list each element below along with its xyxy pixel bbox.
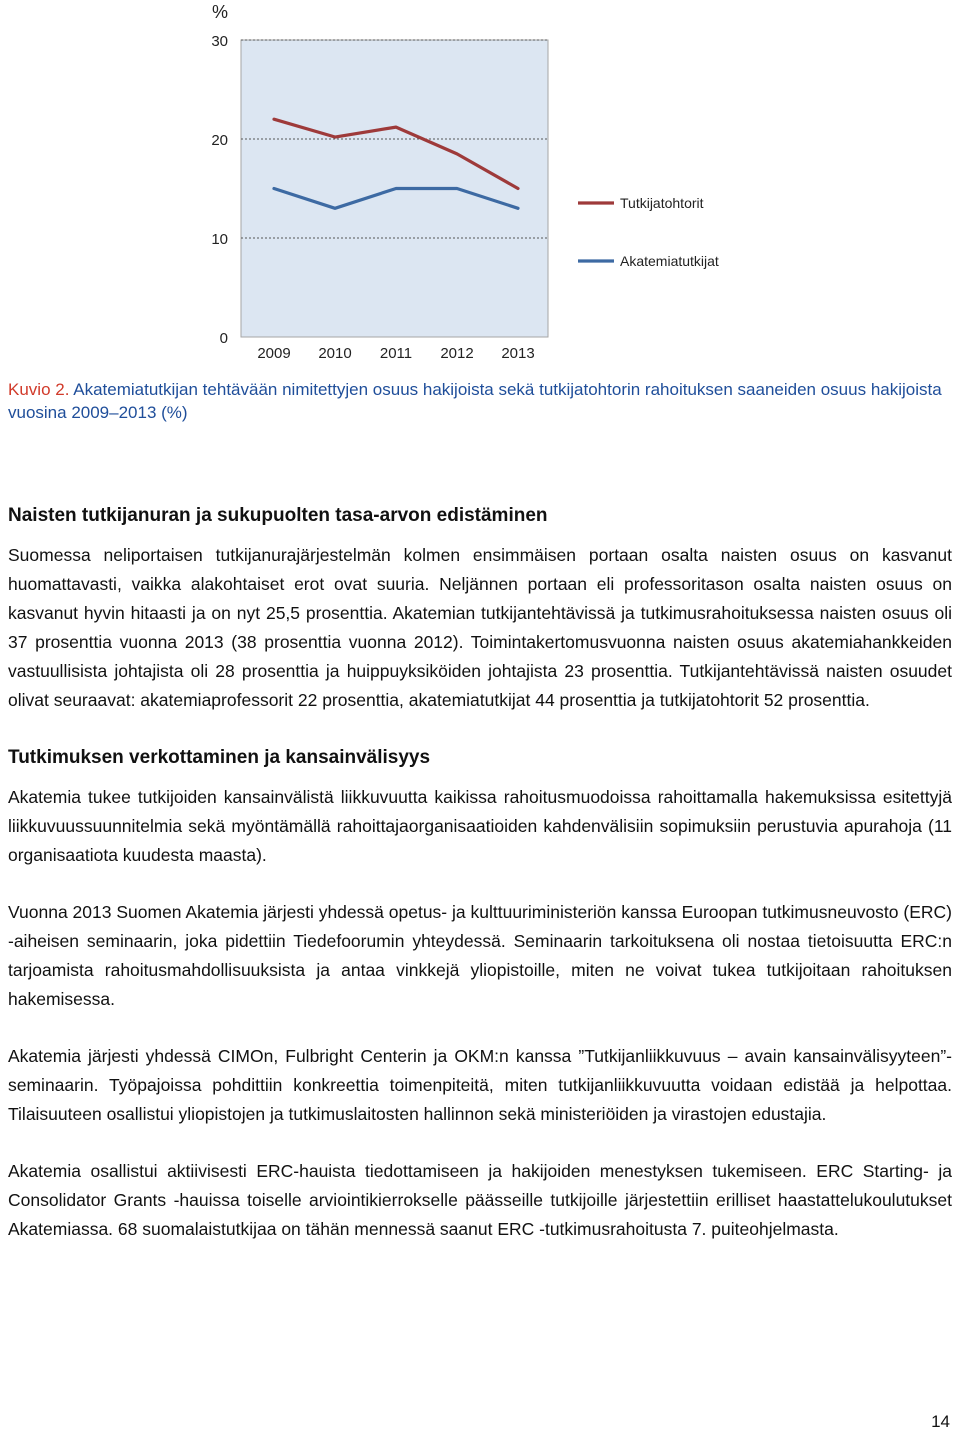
y-tick-label: 30: [211, 33, 228, 50]
legend-label: Tutkijatohtorit: [620, 195, 704, 211]
page-number: 14: [931, 1412, 950, 1431]
caption-label: Kuvio 2.: [8, 380, 70, 399]
paragraph: Suomessa neliportaisen tutkijanurajärjestelmän kolmen ensimmäisen portaan osalta naisten osuus on kasvanut huomattavasti, vaikka alakohtaiset erot ovat suuria. Neljännen portaan eli professoritason osalta naisten osuus on kasvanut hyvin hitaasti ja on nyt 25,5 prosenttia. Akatemian tutkijantehtävissä ja tutkimusrahoituksessa naisten osuus oli 37 prosenttia vuonna 2013 (38 prosenttia vuonna 2012). Toimintakertomusvuonna naisten osuus akatemiahankkeiden vastuullisista johtajista oli 28 prosenttia ja huippuyksiköiden johtajista 23 prosenttia. Tutkijantehtävissä naisten osuudet olivat seuraavat: akatemiaprofessorit 22 prosenttia, akatemiatutkijat 44 prosenttia ja tutkijatohtorit 52 prosenttia.: [8, 545, 952, 710]
legend-label: Akatemiatutkijat: [620, 253, 719, 269]
paragraph: Akatemia järjesti yhdessä CIMOn, Fulbright Centerin ja OKM:n kanssa ”Tutkijanliikkuvuus – avain kansainvälisyyteen”-seminaarin. Työpajoissa pohdittiin konkreettia toimenpiteitä, miten tutkijanliikkuvuutta voidaan edistää ja helpottaa. Tilaisuuteen osallistui yliopistojen ja tutkimuslaitosten hallinnon sekä ministeriöiden ja virastojen edustajia.: [8, 1046, 952, 1124]
y-tick-label: 10: [211, 231, 228, 248]
main-content: [8, 503, 952, 1244]
figure-caption: [8, 378, 948, 424]
section-heading: Tutkimuksen verkottaminen ja kansainvälisyys: [8, 747, 431, 768]
y-tick-label: 0: [219, 330, 228, 347]
paragraph: Akatemia osallistui aktiivisesti ERC-hauista tiedottamiseen ja hakijoiden menestyksen tukemiseen. ERC Starting- ja Consolidator Grants -hauissa toiselle arviointikierrokselle päässeille tutkijoille järjestettiin erilliset haastattelukoulutukset Akatemiassa. 68 suomalaistutkijaa on tähän mennessä saanut ERC -tutkimusrahoitusta 7. puiteohjelmasta.: [8, 1161, 952, 1239]
x-tick-label: 2013: [501, 345, 535, 362]
section-internationalisation: [8, 745, 952, 1244]
x-tick-label: 2012: [440, 345, 474, 362]
x-tick-label: 2010: [318, 345, 352, 362]
section-gender-equality: [8, 503, 952, 715]
line-chart: [0, 0, 960, 370]
caption-text: Akatemiatutkijan tehtävään nimitettyjen osuus hakijoista sekä tutkijatohtorin rahoituksen saaneiden osuus hakijoista vuosina 2009–2013 (%): [8, 380, 942, 422]
paragraph: Vuonna 2013 Suomen Akatemia järjesti yhdessä opetus- ja kulttuuriministeriön kanssa Euroopan tutkimusneuvosto (ERC) -aiheisen seminaarin, joka pidettiin Tiedefoorumin yhteydessä. Seminaarin tarkoituksena oli nostaa tietoisuutta ERC:n tarjoamista rahoitusmahdollisuuksista ja antaa vinkkejä yliopistoille, miten ne voivat tukea tutkijoitaan rahoituksen hakemisessa.: [8, 902, 952, 1009]
y-tick-label: 20: [211, 132, 228, 149]
paragraph: Akatemia tukee tutkijoiden kansainvälistä liikkuvuutta kaikissa rahoitusmuodoissa rahoittamalla hakemuksissa esitettyjä liikkuvuussuunnitelmia sekä myöntämällä rahoittajaorganisaatioiden kahdenvälisiin sopimuksiin perustuvia apurahoja (11 organisaatiota kuudesta maasta).: [8, 787, 952, 865]
y-unit-label: %: [212, 2, 229, 22]
x-tick-label: 2009: [257, 345, 291, 362]
x-tick-label: 2011: [379, 345, 413, 362]
section-heading: Naisten tutkijanuran ja sukupuolten tasa-arvon edistäminen: [8, 505, 548, 526]
